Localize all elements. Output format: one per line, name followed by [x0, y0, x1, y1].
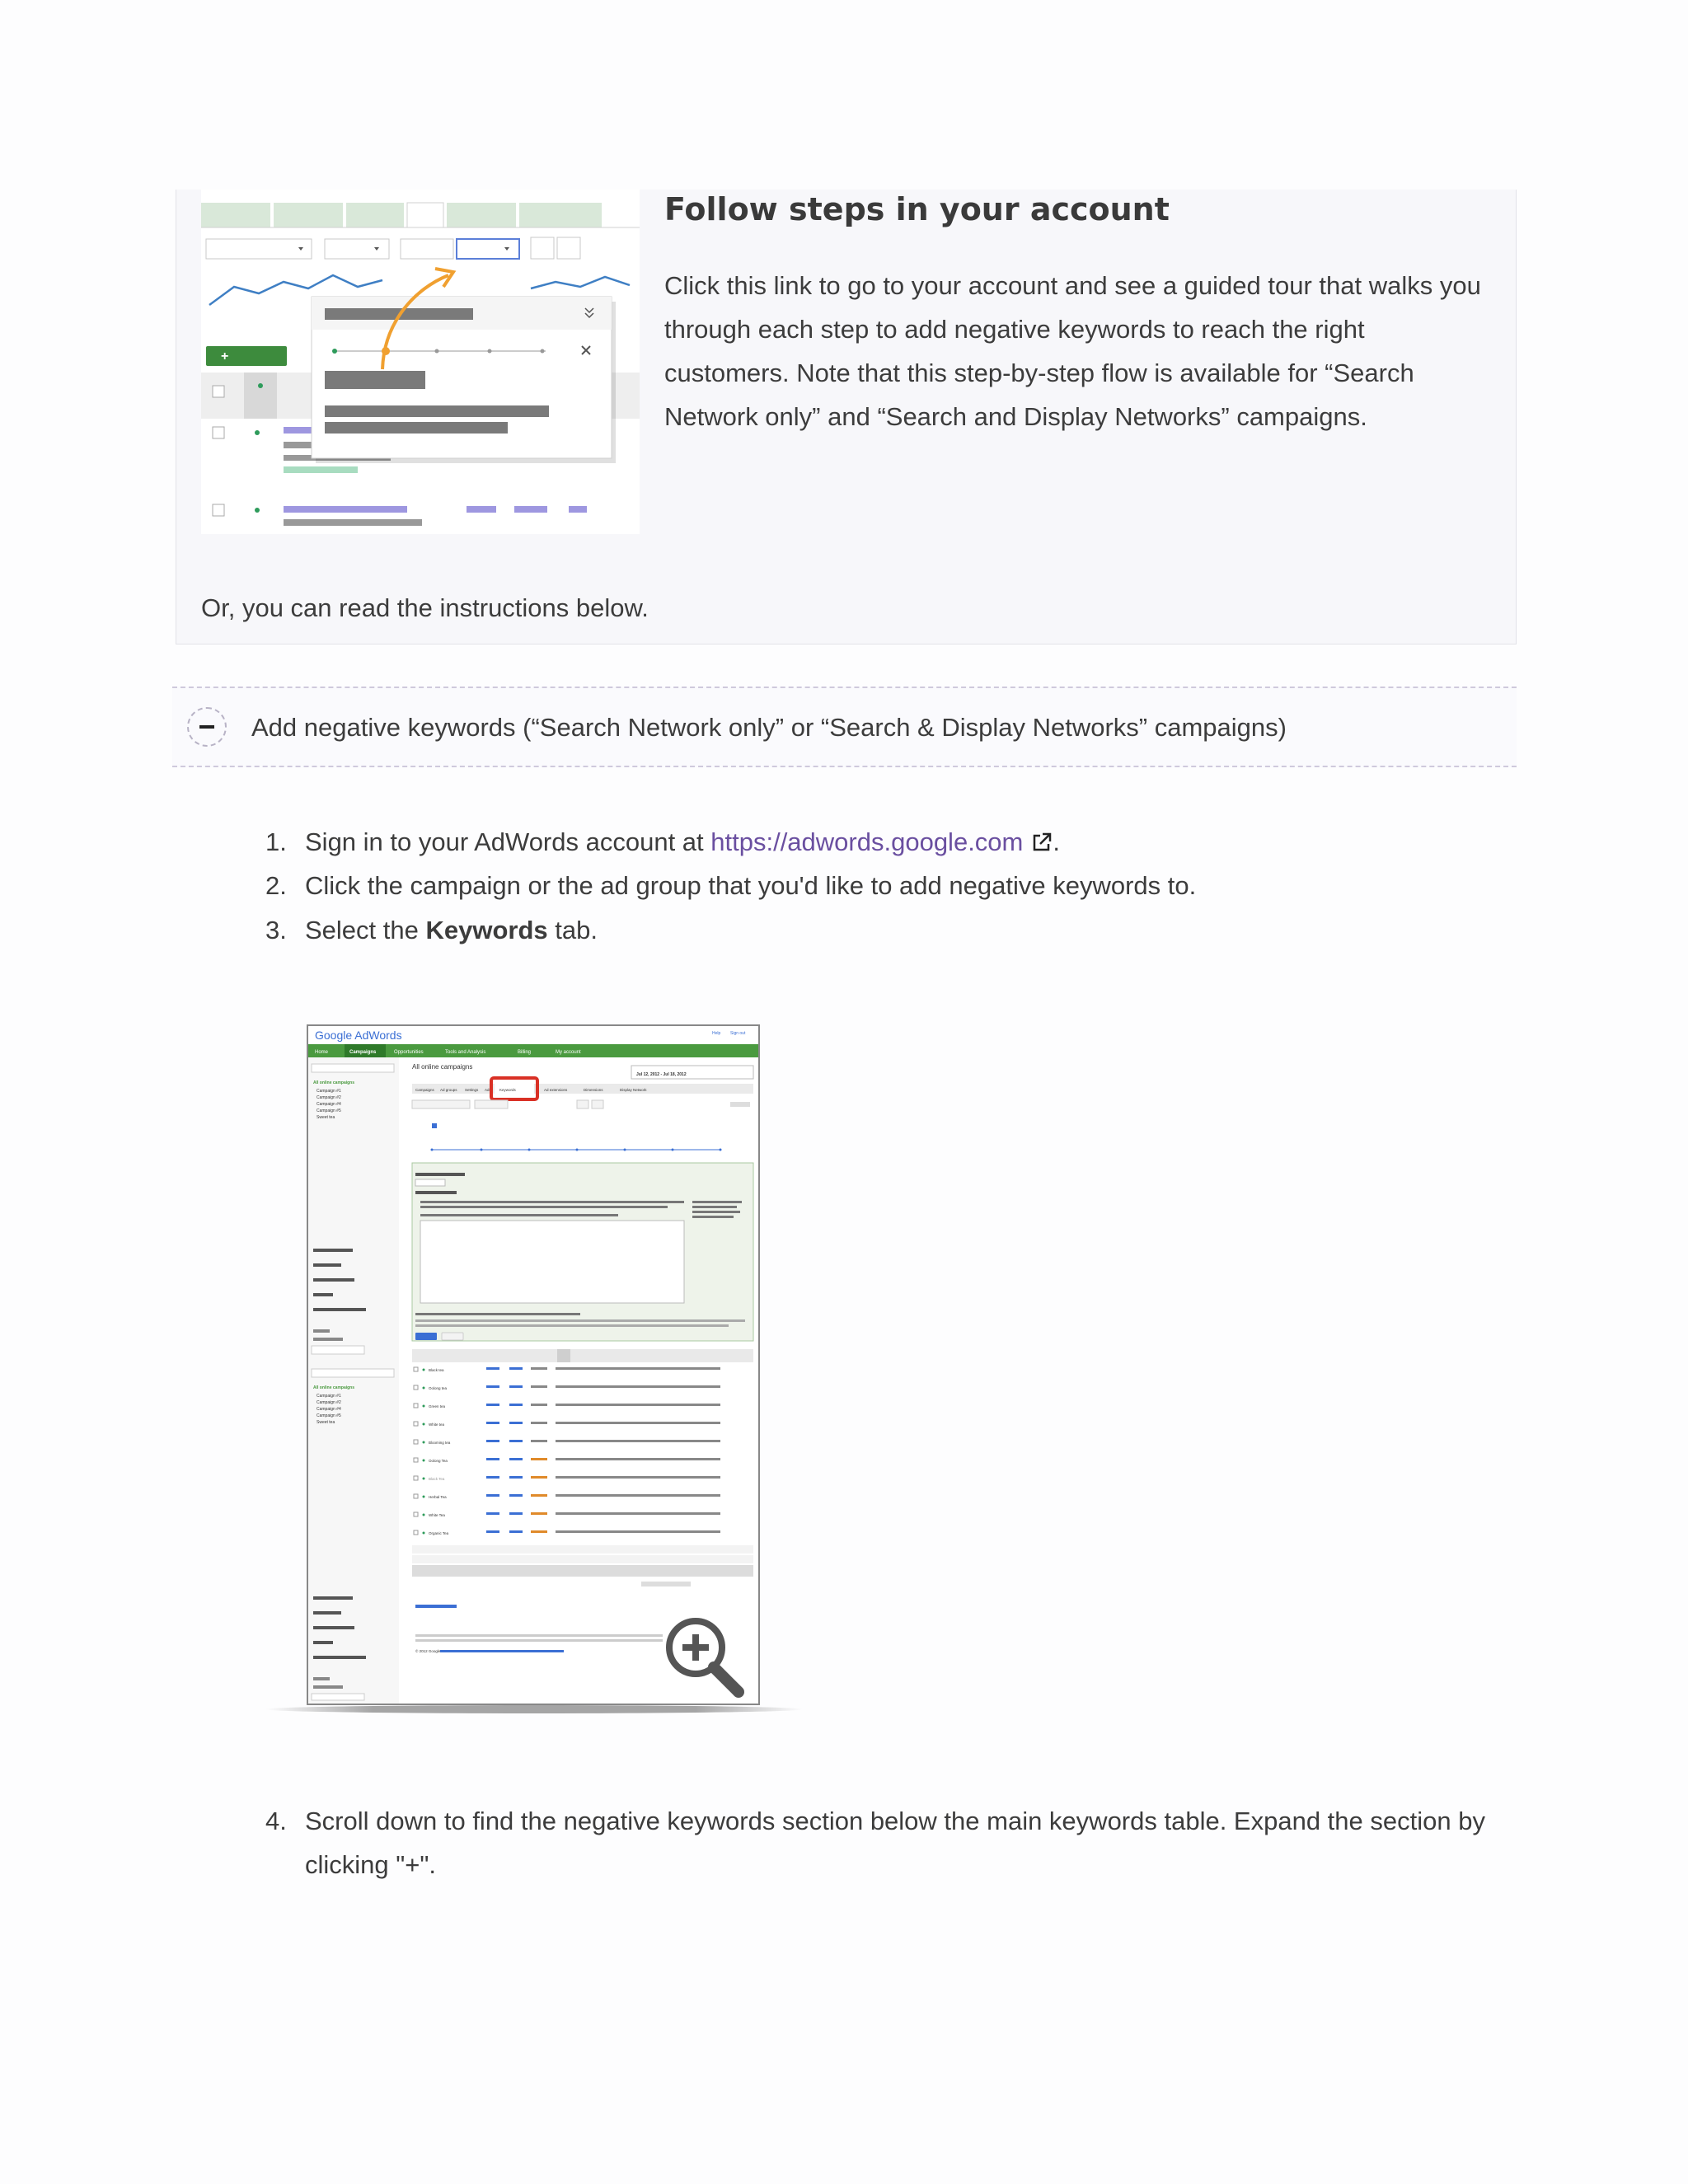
step-text: Scroll down to find the negative keywords section below the main keywords table. Expand the section by clicking "+". [305, 1807, 1485, 1879]
svg-text:Campaign #1: Campaign #1 [316, 1394, 341, 1399]
nav-tools: Tools and Analysis [445, 1050, 486, 1055]
step-text: Select the [305, 916, 426, 944]
table-row [414, 1385, 448, 1390]
svg-text:Campaign #4: Campaign #4 [316, 1407, 341, 1412]
table-row [414, 1476, 445, 1481]
nav-home: Home [315, 1050, 329, 1055]
svg-text:Black tea: Black tea [429, 1368, 444, 1372]
step-1 [265, 820, 1060, 864]
guided-tour-illustration [201, 190, 640, 534]
step-2 [265, 864, 1196, 907]
svg-text:Ad groups: Ad groups [440, 1088, 457, 1092]
svg-text:All online campaigns: All online campaigns [313, 1385, 355, 1390]
table-row [414, 1422, 445, 1427]
screenshot-footer: © 2012 Google [415, 1649, 441, 1653]
svg-text:Dimensions: Dimensions [584, 1088, 603, 1092]
svg-text:Organic Tea: Organic Tea [429, 1531, 449, 1535]
svg-text:Campaign #2: Campaign #2 [316, 1095, 341, 1100]
table-row [414, 1404, 446, 1408]
section-title: Add negative keywords (“Search Network only” or “Search & Display Networks” campaigns) [251, 713, 1287, 742]
tour-footnote: Or, you can read the instructions below. [201, 593, 649, 622]
nav-billing: Billing [518, 1050, 532, 1055]
svg-text:Oolong Tea: Oolong Tea [429, 1459, 448, 1463]
tour-description: Click this link to go to your account and see a guided tour that walks you through each step to add negative keywords to reach the right customers. Note that this step-by-step flow is available for “Search Network only” and “Search and Display Networks” campaigns. [664, 271, 1481, 431]
nav-campaigns: Campaigns [349, 1050, 377, 1055]
step-number: 1. [265, 827, 287, 856]
sidebar-heading: All online campaigns [313, 1080, 355, 1085]
svg-text:Keywords: Keywords [499, 1088, 516, 1092]
svg-text:Blooming tea: Blooming tea [429, 1441, 451, 1445]
zoom-in-icon[interactable] [659, 1611, 750, 1702]
svg-text:Ad extensions: Ad extensions [544, 1088, 568, 1092]
step-number: 3. [265, 916, 287, 944]
svg-text:Campaigns: Campaigns [415, 1088, 434, 1092]
screenshot-frame [307, 1024, 760, 1705]
date-range: Jul 12, 2012 - Jul 18, 2012 [636, 1072, 687, 1077]
guided-tour-card [176, 190, 1517, 644]
table-row [414, 1458, 448, 1463]
step-text-end: tab. [547, 916, 598, 944]
svg-text:Display Network: Display Network [620, 1088, 647, 1092]
table-row [414, 1440, 451, 1445]
adwords-link[interactable]: https://adwords.google.com [710, 827, 1024, 856]
keywords-bold: Keywords [425, 916, 548, 944]
tour-title: Follow steps in your account [664, 191, 1170, 227]
screenshot-shadow [265, 1705, 803, 1713]
svg-text:Herbal Tea: Herbal Tea [429, 1495, 447, 1499]
help-link: Help [712, 1031, 721, 1036]
svg-text:Black Tea: Black Tea [429, 1477, 445, 1481]
svg-text:Ads: Ads [485, 1088, 491, 1092]
campaign-title: All online campaigns [412, 1063, 473, 1071]
adwords-screenshot[interactable] [265, 1024, 803, 1717]
svg-text:White Tea: White Tea [429, 1513, 445, 1517]
step-number: 4. [265, 1807, 287, 1835]
step-text: Click the campaign or the ad group that you'd like to add negative keywords to. [305, 871, 1197, 900]
svg-text:Green tea: Green tea [429, 1404, 446, 1408]
svg-text:Campaign #5: Campaign #5 [316, 1108, 341, 1113]
step-text-end: . [1053, 827, 1060, 856]
svg-text:White tea: White tea [429, 1422, 445, 1427]
svg-text:Campaign #4: Campaign #4 [316, 1102, 341, 1107]
nav-account: My account [556, 1050, 581, 1055]
table-row [414, 1512, 445, 1517]
svg-text:Settings: Settings [465, 1088, 479, 1092]
step-text: Sign in to your AdWords account at [305, 827, 711, 856]
table-row [414, 1494, 447, 1499]
signout-link: Sign out [730, 1031, 746, 1036]
external-link-icon[interactable] [1031, 832, 1053, 853]
svg-text:Sweet tea: Sweet tea [316, 1420, 335, 1425]
svg-text:Oolong tea: Oolong tea [429, 1386, 448, 1390]
step-3 [265, 908, 598, 952]
svg-text:Campaign #2: Campaign #2 [316, 1400, 341, 1405]
table-row [414, 1530, 449, 1535]
minus-icon[interactable] [187, 707, 227, 747]
svg-text:Campaign #1: Campaign #1 [316, 1089, 341, 1094]
table-row [414, 1367, 444, 1372]
svg-text:Campaign #5: Campaign #5 [316, 1413, 341, 1418]
adwords-logo: Google AdWords [315, 1029, 402, 1042]
step-4 [265, 1799, 1502, 1890]
svg-text:+: + [221, 349, 229, 363]
svg-text:Sweet tea: Sweet tea [316, 1115, 335, 1120]
step-number: 2. [265, 871, 287, 900]
nav-opportunities: Opportunities [394, 1050, 424, 1055]
collapsible-section-header[interactable] [172, 687, 1517, 767]
